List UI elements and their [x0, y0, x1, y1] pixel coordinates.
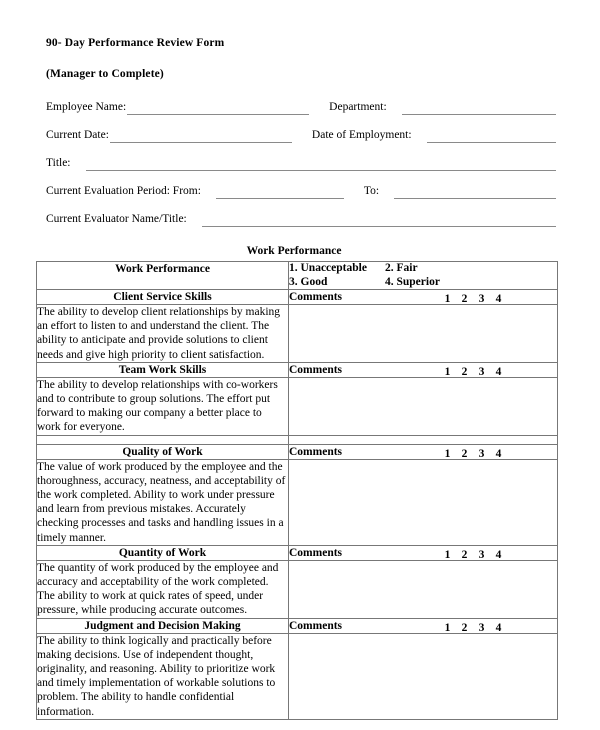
comments-input-client-service-skills[interactable]	[289, 305, 558, 363]
section-description-team-work-skills: The ability to develop relationships with co-workers and to contribute to group solutions. The effort put forward to making our company a better place to work for everyone.	[37, 377, 289, 435]
table-row	[37, 560, 558, 618]
scale-option-1: 1. Unacceptable	[289, 262, 367, 274]
table-row	[37, 618, 558, 633]
comments-label: Comments	[289, 546, 343, 559]
rating-option-4[interactable]: 4	[495, 548, 502, 561]
rating-option-4[interactable]: 4	[495, 447, 502, 460]
evaluation-period-label: Current Evaluation Period: From:	[46, 185, 201, 197]
date-of-employment-label: Date of Employment:	[311, 129, 412, 141]
rating-option-2[interactable]: 2	[461, 621, 468, 634]
spacer-cell-right	[289, 435, 558, 444]
evaluation-period-to-label: To:	[363, 185, 380, 197]
table-row	[37, 459, 558, 545]
table-row	[37, 290, 558, 305]
comments-header-client-service-skills	[289, 290, 558, 305]
comments-label: Comments	[289, 445, 343, 458]
table-header-row	[37, 262, 558, 290]
performance-table-wrapper	[37, 244, 556, 720]
comments-label: Comments	[289, 619, 343, 632]
section-description-client-service-skills: The ability to develop client relationships by making an effort to listen to and understand the client. The ability to anticipate and provide solutions to client needs and give high priority to client satisfaction.	[37, 305, 289, 363]
form-row-employee-department	[46, 100, 556, 115]
rating-options-judgment-and-decision-making	[439, 621, 507, 635]
evaluation-period-to-input[interactable]	[394, 187, 556, 199]
form-row-title	[46, 156, 556, 171]
employee-info-form	[46, 100, 556, 227]
current-date-label: Current Date:	[46, 129, 109, 141]
rating-option-1[interactable]: 1	[444, 293, 451, 305]
rating-option-3[interactable]: 3	[478, 293, 485, 305]
section-title-judgment-and-decision-making: Judgment and Decision Making	[37, 618, 289, 633]
department-input[interactable]	[402, 103, 556, 115]
comments-header-judgment-and-decision-making	[289, 618, 558, 633]
comments-input-quality-of-work[interactable]	[289, 459, 558, 545]
page-title: 90- Day Performance Review Form	[46, 37, 225, 49]
evaluation-period-from-input[interactable]	[216, 187, 344, 199]
employee-name-label: Employee Name:	[46, 101, 127, 113]
section-description-quantity-of-work: The quantity of work produced by the employee and accuracy and acceptability of the work completed. The ability to work at quick rates of speed, under pressure, while producing accurate outcomes.	[37, 560, 289, 618]
comments-label: Comments	[289, 363, 343, 376]
table-row	[37, 545, 558, 560]
rating-option-3[interactable]: 3	[478, 365, 485, 378]
rating-option-1[interactable]: 1	[444, 621, 451, 634]
rating-option-1[interactable]: 1	[444, 548, 451, 561]
comments-label: Comments	[289, 291, 343, 303]
rating-option-2[interactable]: 2	[461, 365, 468, 378]
rating-option-2[interactable]: 2	[461, 293, 468, 305]
table-row	[37, 305, 558, 363]
table-caption: Work Performance	[246, 245, 342, 257]
section-title-client-service-skills: Client Service Skills	[37, 290, 289, 305]
employee-name-input[interactable]	[127, 103, 309, 115]
table-header-left: Work Performance	[37, 262, 289, 290]
rating-option-4[interactable]: 4	[495, 365, 502, 378]
form-row-evaluation-period	[46, 184, 556, 199]
department-label: Department:	[329, 101, 387, 113]
section-description-judgment-and-decision-making: The ability to think logically and practically before making decisions. Use of independent thought, originality, and reasoning. Ability to prioritize work and timely implementation of workable solutions to problem. The ability to handle confidential information.	[37, 633, 289, 719]
rating-option-1[interactable]: 1	[444, 447, 451, 460]
section-title-team-work-skills: Team Work Skills	[37, 362, 289, 377]
rating-option-3[interactable]: 3	[478, 447, 485, 460]
section-title-quality-of-work: Quality of Work	[37, 444, 289, 459]
date-of-employment-input[interactable]	[427, 131, 556, 143]
comments-header-quantity-of-work	[289, 545, 558, 560]
evaluator-input[interactable]	[202, 215, 556, 227]
table-row	[37, 633, 558, 719]
work-performance-table	[36, 261, 558, 720]
spacer-cell-left	[37, 435, 289, 444]
rating-option-4[interactable]: 4	[495, 621, 502, 634]
rating-option-3[interactable]: 3	[478, 621, 485, 634]
section-title-quantity-of-work: Quantity of Work	[37, 545, 289, 560]
comments-header-team-work-skills	[289, 362, 558, 377]
comments-input-judgment-and-decision-making[interactable]	[289, 633, 558, 719]
title-input[interactable]	[86, 159, 556, 171]
form-row-date-employment	[46, 128, 556, 143]
rating-option-2[interactable]: 2	[461, 447, 468, 460]
form-row-evaluator	[46, 212, 556, 227]
table-row	[37, 377, 558, 435]
table-row	[37, 362, 558, 377]
table-spacer-row	[37, 435, 558, 444]
rating-option-4[interactable]: 4	[495, 293, 502, 305]
rating-option-3[interactable]: 3	[478, 548, 485, 561]
rating-options-quantity-of-work	[439, 548, 507, 562]
current-date-input[interactable]	[110, 131, 292, 143]
rating-option-1[interactable]: 1	[444, 365, 451, 378]
rating-options-team-work-skills	[439, 365, 507, 379]
rating-options-client-service-skills	[439, 292, 507, 306]
title-label: Title:	[46, 157, 71, 169]
comments-header-quality-of-work	[289, 444, 558, 459]
table-row	[37, 444, 558, 459]
comments-input-quantity-of-work[interactable]	[289, 560, 558, 618]
rating-option-2[interactable]: 2	[461, 548, 468, 561]
rating-options-quality-of-work	[439, 447, 507, 461]
comments-input-team-work-skills[interactable]	[289, 377, 558, 435]
scale-option-4: 4. Superior	[385, 275, 440, 288]
scale-line-1	[289, 262, 557, 276]
scale-line-2	[289, 276, 557, 290]
page-subtitle: (Manager to Complete)	[46, 68, 164, 80]
section-description-quality-of-work: The value of work produced by the employee and the thoroughness, accuracy, neatness, and acceptability of the work completed. Ability to work under pressure and learn from previous mistakes. Accurately checking processes and tasks and handling issues in a timely manner.	[37, 459, 289, 545]
evaluator-label: Current Evaluator Name/Title:	[46, 213, 187, 225]
rating-scale-legend	[289, 262, 558, 290]
scale-option-3: 3. Good	[289, 275, 328, 288]
scale-option-2: 2. Fair	[385, 262, 418, 274]
